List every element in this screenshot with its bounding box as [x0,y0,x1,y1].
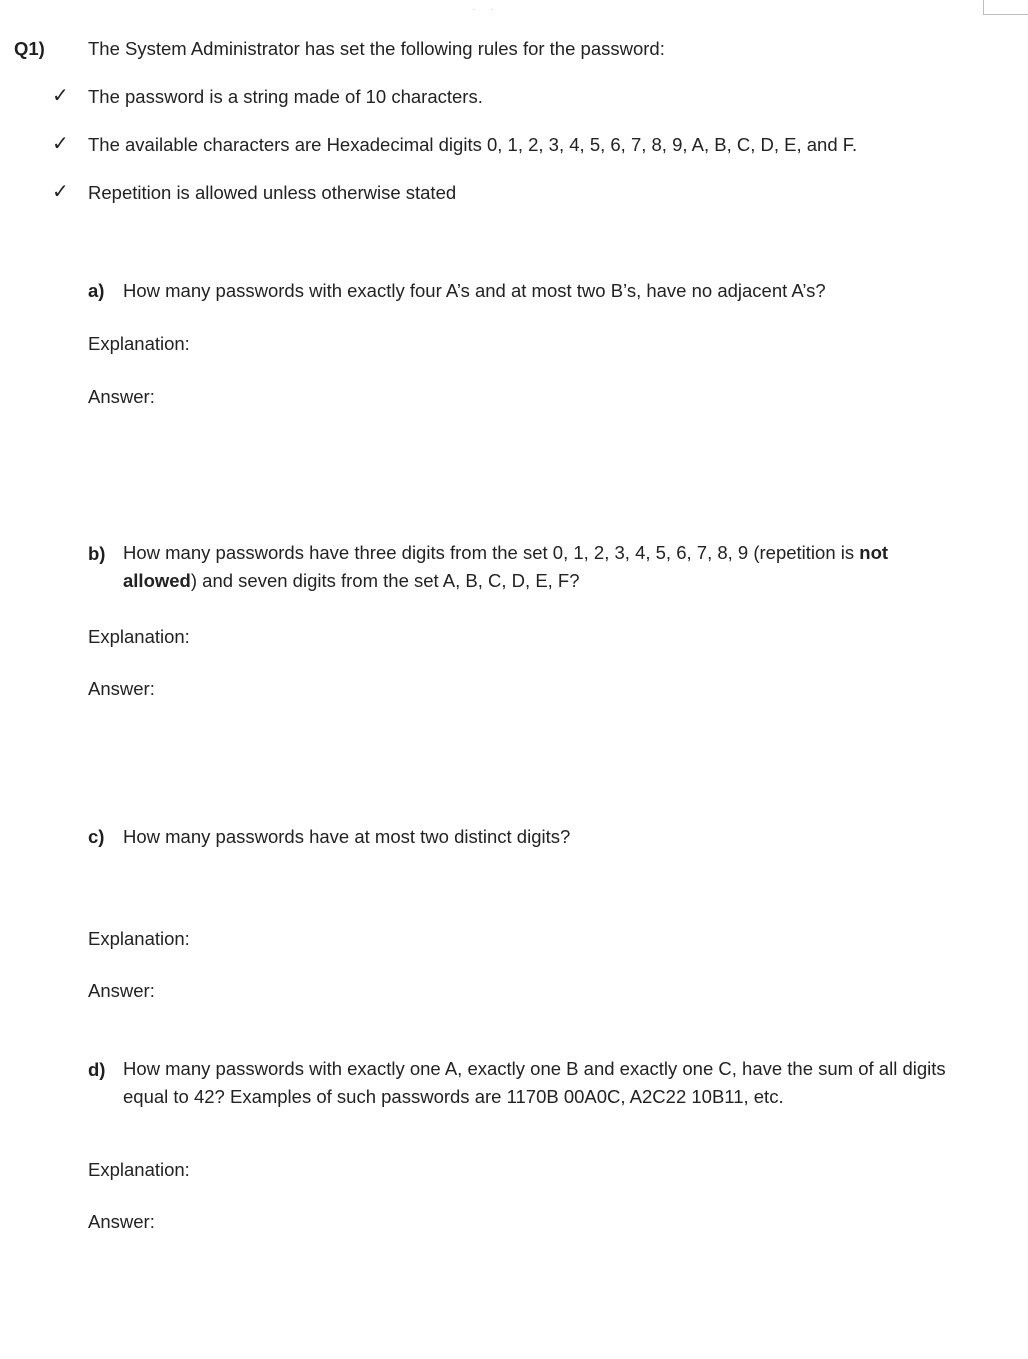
part-b-text-after: ) and seven digits from the set A, B, C, D, E, F? [190,570,580,591]
check-icon: ✓ [52,179,69,203]
part-a-answer-label: Answer: [88,386,155,407]
rule-1: The password is a string made of 10 characters. [88,86,483,107]
question-number: Q1) [14,38,45,59]
part-b-label: b) [88,543,106,564]
page-corner-mark [983,0,1028,15]
part-d-question: How many passwords with exactly one A, exactly one B and exactly one C, have the sum of all digits equal to 42? Examples of such passwords are 1170B 00A0C, A2C22 10B11, etc. [123,1058,946,1107]
part-a-explanation-label: Explanation: [88,333,190,354]
part-b-question [123,539,953,595]
part-d-label: d) [88,1059,106,1080]
rule-2: The available characters are Hexadecimal digits 0, 1, 2, 3, 4, 5, 6, 7, 8, 9, A, B, C, D, E, and F. [88,134,858,155]
part-c-question: How many passwords have at most two distinct digits? [123,826,571,847]
part-a-label: a) [88,280,105,301]
part-b-explanation-label: Explanation: [88,626,190,647]
part-c-label: c) [88,826,105,847]
part-b-emphasis-not: not [859,542,889,563]
part-c-answer-label: Answer: [88,980,155,1001]
check-icon: ✓ [52,83,69,107]
part-b-text-before: How many passwords have three digits from the set 0, 1, 2, 3, 4, 5, 6, 7, 8, 9 (repetition is [123,542,855,563]
faint-artifact: · · [472,4,500,15]
part-d-explanation-label: Explanation: [88,1159,190,1180]
rule-3: Repetition is allowed unless otherwise stated [88,182,457,203]
question-intro: The System Administrator has set the following rules for the password: [88,38,665,59]
check-icon: ✓ [52,131,69,155]
part-c-explanation-label: Explanation: [88,928,190,949]
part-d-answer-label: Answer: [88,1211,155,1232]
part-b-emphasis-allowed: allowed [123,570,191,591]
part-b-answer-label: Answer: [88,678,155,699]
part-a-question: How many passwords with exactly four A’s and at most two B’s, have no adjacent A’s? [123,280,826,301]
